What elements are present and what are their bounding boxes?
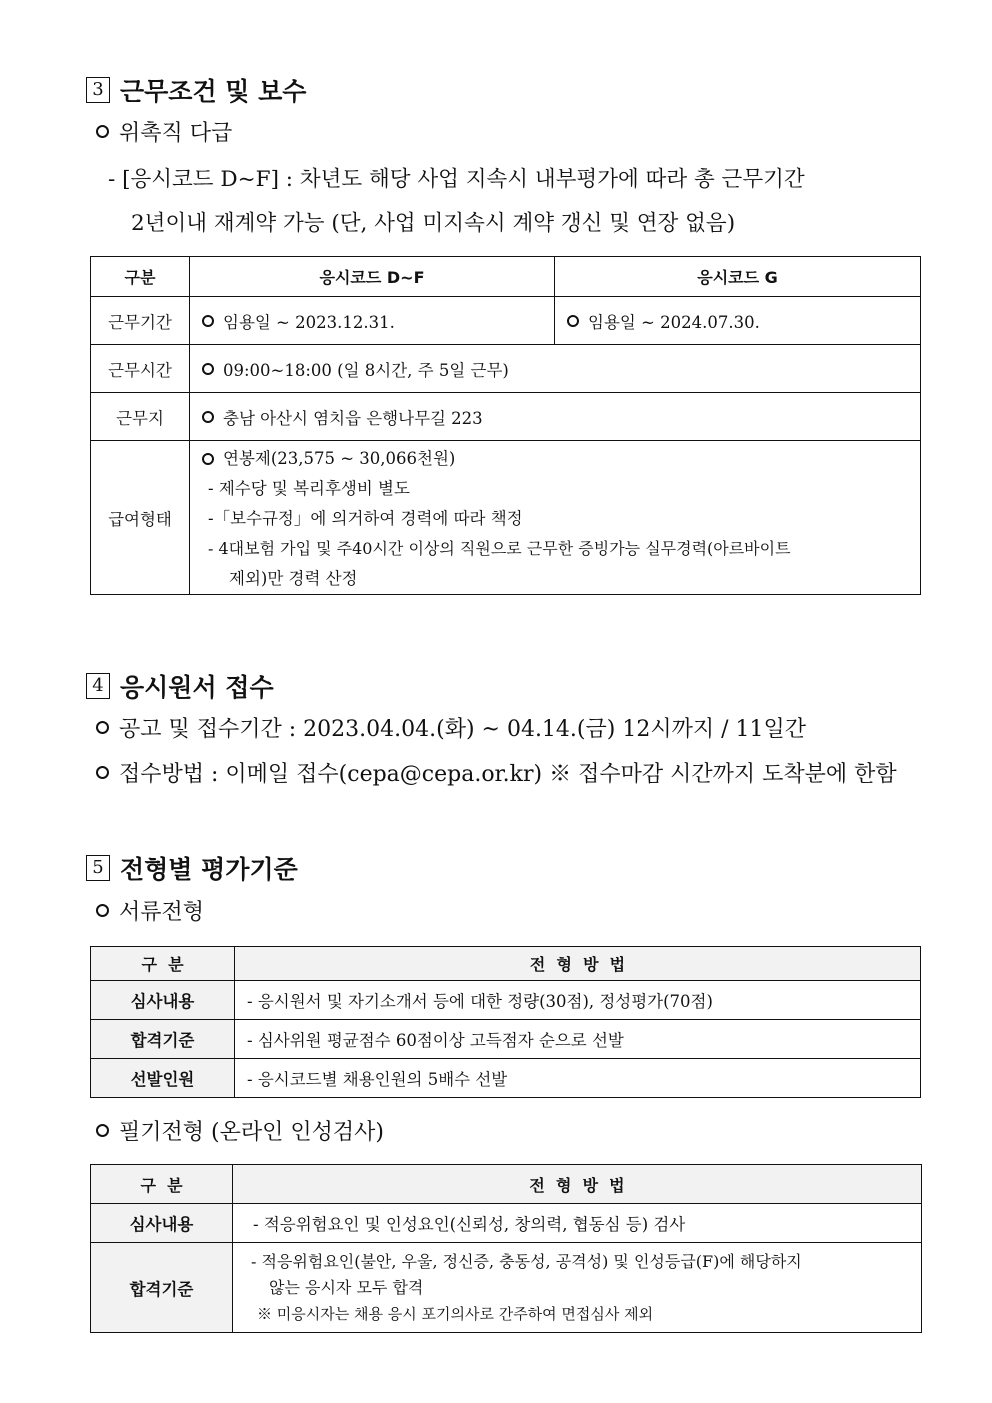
application-period	[96, 712, 806, 743]
row-value: - 응시원서 및 자기소개서 등에 대한 정량(30점), 정성평가(70점)	[235, 981, 921, 1020]
written-test-text: 필기전형 (온라인 인성검사)	[119, 1120, 384, 1145]
section-5-number: 5	[86, 855, 110, 881]
section-4-number: 4	[86, 673, 110, 699]
written-test-table	[90, 1164, 922, 1333]
pass-criteria-cell	[233, 1243, 922, 1333]
row-label: 심사내용	[91, 1204, 233, 1243]
salary-cell	[190, 441, 921, 595]
section-5-heading	[86, 850, 298, 886]
pass-criteria-note: ※ 미응시자는 채용 응시 포기의사로 간주하여 면접심사 제외	[257, 1304, 654, 1323]
circle-bullet-icon	[202, 453, 214, 465]
document-screening-table	[90, 946, 921, 1098]
header-method: 전 형 방 법	[233, 1165, 922, 1204]
table-row	[91, 393, 921, 441]
table-row	[91, 1020, 921, 1059]
contract-note-line2: 2년이내 재계약 가능 (단, 사업 미지속시 계약 갱신 및 연장 없음)	[131, 211, 736, 236]
header-label: 구 분	[91, 1165, 233, 1204]
table-header-row	[91, 947, 921, 981]
header-method: 전 형 방 법	[235, 947, 921, 981]
application-method	[96, 757, 897, 788]
table-header-row	[91, 1165, 922, 1204]
work-hours-cell	[190, 345, 921, 393]
row-value: - 심사위원 평균점수 60점이상 고득점자 순으로 선발	[235, 1020, 921, 1059]
pass-criteria-line2: 않는 응시자 모두 합격	[269, 1277, 424, 1297]
row-label: 근무지	[91, 393, 190, 441]
circle-bullet-icon	[202, 411, 214, 423]
section-3-heading	[86, 72, 306, 108]
section-5-title: 전형별 평가기준	[120, 855, 298, 884]
period-df: 임용일 ~ 2023.12.31.	[223, 312, 395, 332]
row-label: 합격기준	[91, 1243, 233, 1333]
salary-note-3: - 4대보험 가입 및 주40시간 이상의 직원으로 근무한 증빙가능 실무경력(아르바이트	[208, 538, 791, 558]
salary-note-1: - 제수당 및 복리후생비 별도	[208, 478, 410, 498]
row-label: 근무시간	[91, 345, 190, 393]
period-df-cell	[190, 297, 555, 345]
section-3-number: 3	[86, 77, 110, 103]
table-row	[91, 981, 921, 1020]
pass-criteria-line1: - 적응위험요인(불안, 우울, 정신증, 충동성, 공격성) 및 인성등급(F)에 해당하지	[251, 1251, 802, 1271]
circle-bullet-icon	[202, 363, 214, 375]
workplace: 충남 아산시 염치읍 은행나무길 223	[223, 408, 483, 428]
contract-note-line1: - [응시코드 D~F] : 차년도 해당 사업 지속시 내부평가에 따라 총 근무기간	[108, 167, 805, 192]
workplace-cell	[190, 393, 921, 441]
table-row	[91, 1243, 922, 1333]
row-label: 심사내용	[91, 981, 235, 1020]
written-test-bullet	[96, 1115, 384, 1146]
header-code-df: 응시코드 D~F	[190, 257, 555, 297]
header-label: 구분	[91, 257, 190, 297]
table-row	[91, 345, 921, 393]
row-label: 급여형태	[91, 441, 190, 595]
table-row	[91, 1204, 922, 1243]
circle-bullet-icon	[96, 125, 109, 138]
period-g-cell	[555, 297, 921, 345]
salary-note-2: -「보수규정」에 의거하여 경력에 따라 책정	[208, 508, 523, 528]
bullet-text: 위촉직 다급	[119, 121, 233, 146]
circle-bullet-icon	[96, 904, 109, 917]
row-value: - 응시코드별 채용인원의 5배수 선발	[235, 1059, 921, 1098]
table-header-row	[91, 257, 921, 297]
circle-bullet-icon	[96, 1124, 109, 1137]
circle-bullet-icon	[202, 315, 214, 327]
row-label: 근무기간	[91, 297, 190, 345]
salary-type: 연봉제(23,575 ~ 30,066천원)	[223, 448, 456, 468]
section-4-title: 응시원서 접수	[120, 673, 274, 702]
row-label: 선발인원	[91, 1059, 235, 1098]
row-label: 합격기준	[91, 1020, 235, 1059]
document-screening-text: 서류전형	[119, 900, 205, 925]
table-row	[91, 441, 921, 595]
circle-bullet-icon	[96, 721, 109, 734]
circle-bullet-icon	[96, 766, 109, 779]
section-3-bullet	[96, 116, 232, 147]
table-row	[91, 297, 921, 345]
section-3-title: 근무조건 및 보수	[120, 77, 307, 106]
table-row	[91, 1059, 921, 1098]
header-label: 구 분	[91, 947, 235, 981]
period-g: 임용일 ~ 2024.07.30.	[588, 312, 760, 332]
application-period-text: 공고 및 접수기간 : 2023.04.04.(화) ~ 04.14.(금) 12시까지 / 11일간	[119, 717, 806, 742]
row-value: - 적응위험요인 및 인성요인(신뢰성, 창의력, 협동심 등) 검사	[233, 1204, 922, 1243]
section-4-heading	[86, 668, 274, 704]
header-code-g: 응시코드 G	[555, 257, 921, 297]
salary-note-3-cont: 제외)만 경력 산정	[229, 568, 358, 588]
work-conditions-table	[90, 256, 921, 595]
application-method-text: 접수방법 : 이메일 접수(cepa@cepa.or.kr) ※ 접수마감 시간까지 도착분에 한함	[119, 762, 897, 787]
work-hours: 09:00~18:00 (일 8시간, 주 5일 근무)	[223, 360, 509, 380]
circle-bullet-icon	[567, 315, 579, 327]
document-screening-bullet	[96, 895, 204, 926]
